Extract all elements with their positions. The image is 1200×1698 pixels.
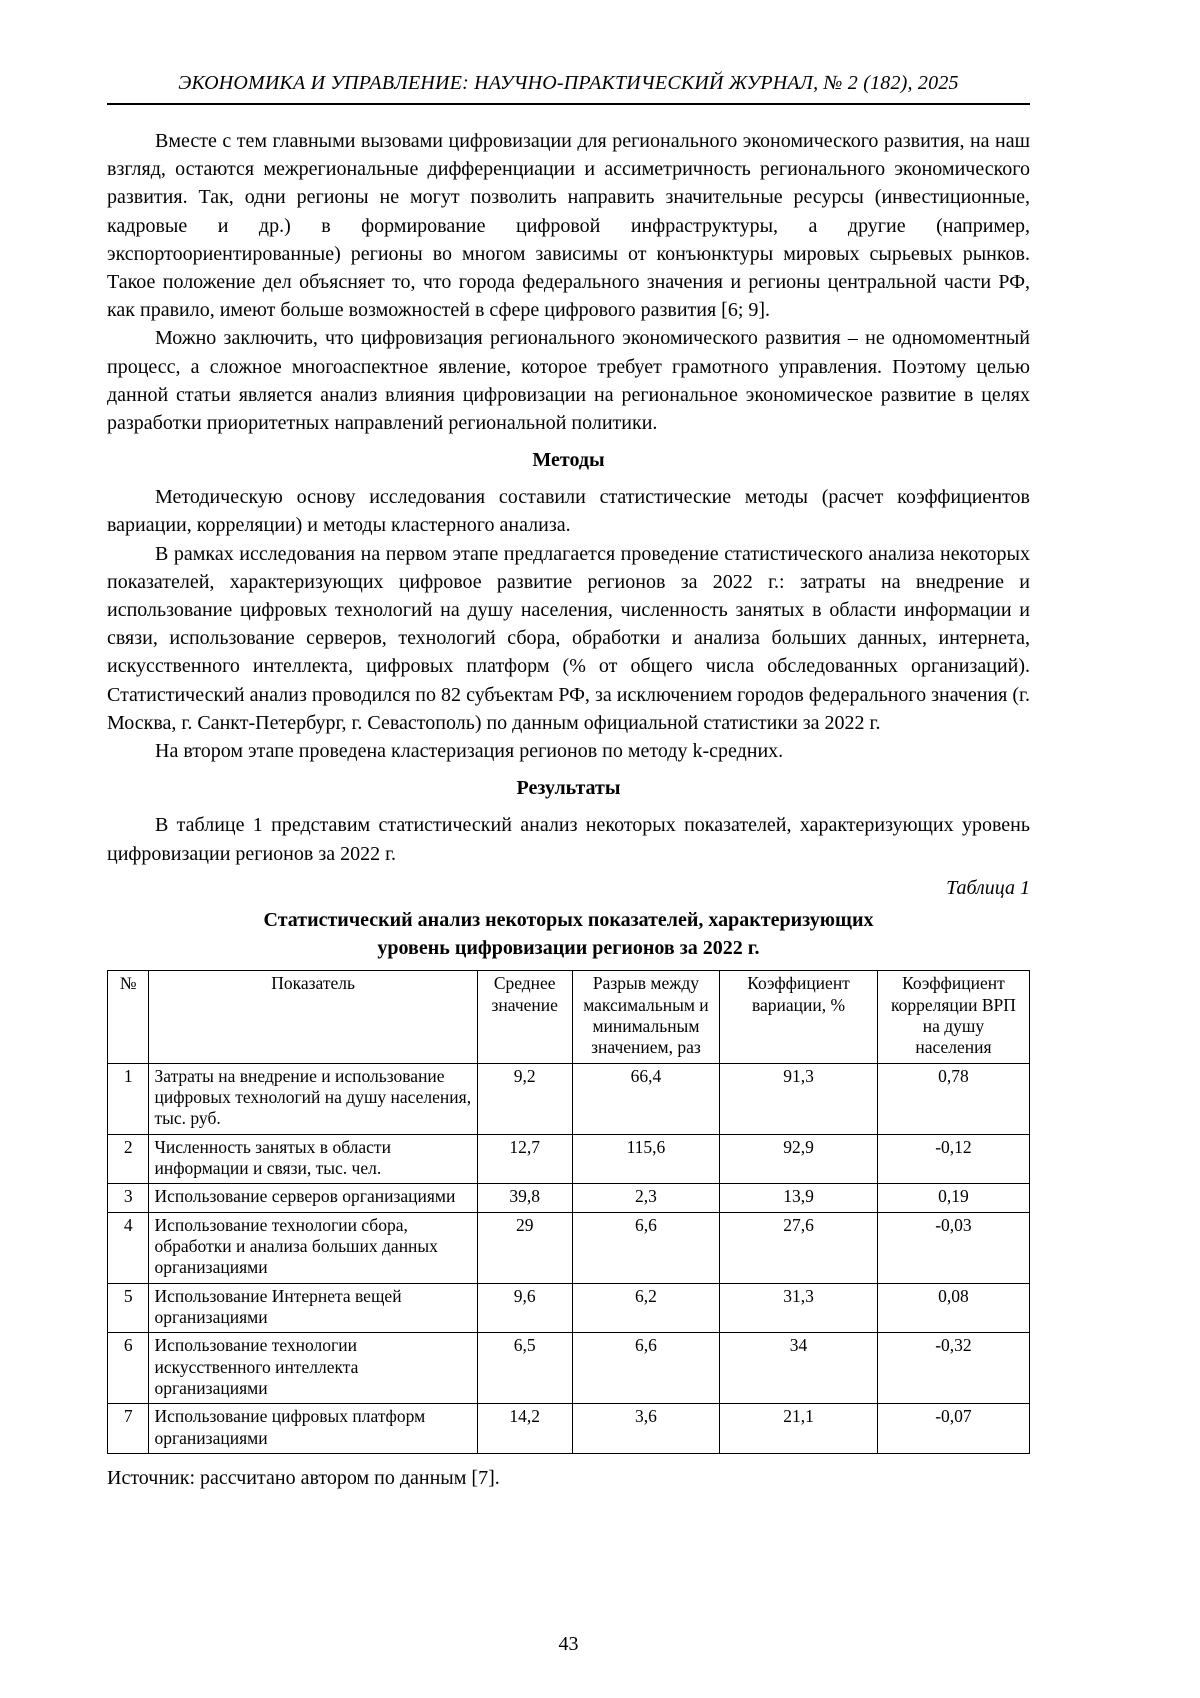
- row-num: 1: [108, 1063, 149, 1134]
- column-header-correlation: Коэффициент корреляции ВРП на душу населения: [877, 971, 1029, 1063]
- row-gap: 3,6: [572, 1404, 720, 1454]
- row-variation: 21,1: [720, 1404, 878, 1454]
- table-row: [108, 1283, 1030, 1333]
- row-indicator: Использование серверов организациями: [149, 1184, 477, 1212]
- table-title: [107, 906, 1030, 962]
- row-avg: 39,8: [477, 1184, 572, 1212]
- table-row: [108, 1333, 1030, 1404]
- row-indicator: Использование цифровых платформ организациями: [149, 1404, 477, 1454]
- table-title-line2: уровень цифровизации регионов за 2022 г.: [377, 937, 760, 960]
- paragraph-intro-2: Можно заключить, что цифровизация регионального экономического развития – не одномоментный процесс, а сложное многоаспектное явление, которое требует грамотного управления. Поэтому целью данной статьи является анализ влияния цифровизации на региональное экономическое развитие в целях разработки приоритетных направлений региональной политики.: [107, 327, 1030, 434]
- row-gap: 6,6: [572, 1212, 720, 1283]
- row-gap: 6,2: [572, 1283, 720, 1333]
- row-avg: 29: [477, 1212, 572, 1283]
- paragraph-methods-2: В рамках исследования на первом этапе предлагается проведение статистического анализа некоторых показателей, характеризующих цифровое развитие регионов за 2022 г.: затраты на внедрение и использование цифровых технологий на душу населения, численность занятых в области информации и связи, использование серверов, технологий сбора, обработки и анализа больших данных, интернета, искусственного интеллекта, цифровых платформ (% от общего числа обследованных организаций). Статистический анализ проводился по 82 субъектам РФ, за исключением городов федерального значения (г. Москва, г. Санкт-Петербург, г. Севастополь) по данным официальной статистики за 2022 г.: [107, 542, 1030, 734]
- row-correlation: -0,12: [877, 1134, 1029, 1184]
- row-variation: 13,9: [720, 1184, 878, 1212]
- row-avg: 12,7: [477, 1134, 572, 1184]
- row-variation: 92,9: [720, 1134, 878, 1184]
- paragraph-intro-1: Вместе с тем главными вызовами цифровизации для регионального экономического развития, на наш взгляд, остаются межрегиональные дифференциации и ассиметричность регионального экономического развития. Так, одни регионы не могут позволить направить значительные ресурсы (инвестиционные, кадровые и др.) в формирование цифровой инфраструктуры, а другие (например, экспортоориентированные) регионы во многом зависимы от конъюнктуры мировых сырьевых рынков. Такое положение дел объясняет то, что города федерального значения и регионы центральной части РФ, как правило, имеют больше возможностей в сфере цифрового развития [6; 9].: [107, 130, 1030, 322]
- row-num: 6: [108, 1333, 149, 1404]
- column-header-avg: Среднее значение: [477, 971, 572, 1063]
- row-variation: 27,6: [720, 1212, 878, 1283]
- row-num: 7: [108, 1404, 149, 1454]
- row-gap: 66,4: [572, 1063, 720, 1134]
- row-gap: 2,3: [572, 1184, 720, 1212]
- row-correlation: -0,03: [877, 1212, 1029, 1283]
- paragraph-methods-1: Методическую основу исследования составили статистические методы (расчет коэффициентов вариации, корреляции) и методы кластерного анализа.: [107, 486, 1030, 537]
- section-heading-methods: Методы: [532, 449, 605, 472]
- row-gap: 6,6: [572, 1333, 720, 1404]
- table-header: [108, 971, 1030, 1063]
- row-indicator: Использование Интернета вещей организациями: [149, 1283, 477, 1333]
- table-row: [108, 1134, 1030, 1184]
- row-avg: 9,6: [477, 1283, 572, 1333]
- row-avg: 9,2: [477, 1063, 572, 1134]
- page-number: 43: [558, 1633, 579, 1655]
- row-variation: 34: [720, 1333, 878, 1404]
- paragraph-methods-3: На втором этапе проведена кластеризация регионов по методу k-средних.: [155, 739, 784, 762]
- row-indicator: Использование технологии сбора, обработки и анализа больших данных организациями: [149, 1212, 477, 1283]
- journal-header: ЭКОНОМИКА И УПРАВЛЕНИЕ: НАУЧНО-ПРАКТИЧЕСКИЙ ЖУРНАЛ, № 2 (182), 2025: [107, 72, 1030, 105]
- row-variation: 91,3: [720, 1063, 878, 1134]
- statistics-table: [107, 970, 1030, 1454]
- row-correlation: 0,19: [877, 1184, 1029, 1212]
- row-indicator: Затраты на внедрение и использование цифровых технологий на душу населения, тыс. руб.: [149, 1063, 477, 1134]
- row-correlation: -0,32: [877, 1333, 1029, 1404]
- section-heading-results: Результаты: [516, 777, 621, 800]
- table-caption: Таблица 1: [946, 876, 1030, 899]
- table-title-line1: Статистический анализ некоторых показателей, характеризующих: [263, 908, 874, 931]
- table-row: [108, 1184, 1030, 1212]
- row-gap: 115,6: [572, 1134, 720, 1184]
- row-num: 5: [108, 1283, 149, 1333]
- column-header-indicator: Показатель: [149, 971, 477, 1063]
- row-avg: 6,5: [477, 1333, 572, 1404]
- column-header-num: №: [108, 971, 149, 1063]
- table-row: [108, 1212, 1030, 1283]
- table-header-row: [108, 971, 1030, 1063]
- row-avg: 14,2: [477, 1404, 572, 1454]
- row-variation: 31,3: [720, 1283, 878, 1333]
- source-note: Источник: рассчитано автором по данным [7].: [107, 1467, 500, 1490]
- row-indicator: Использование технологии искусственного интеллекта организациями: [149, 1333, 477, 1404]
- row-correlation: -0,07: [877, 1404, 1029, 1454]
- row-indicator: Численность занятых в области информации и связи, тыс. чел.: [149, 1134, 477, 1184]
- row-num: 3: [108, 1184, 149, 1212]
- article-content: [107, 127, 1030, 1492]
- table-row: [108, 1063, 1030, 1134]
- table-body: [108, 1063, 1030, 1454]
- table-row: [108, 1404, 1030, 1454]
- paragraph-results-1: В таблице 1 представим статистический анализ некоторых показателей, характеризующих уровень цифровизации регионов за 2022 г.: [107, 814, 1030, 865]
- row-num: 2: [108, 1134, 149, 1184]
- row-num: 4: [108, 1212, 149, 1283]
- row-correlation: 0,78: [877, 1063, 1029, 1134]
- column-header-gap: Разрыв между максимальным и минимальным значением, раз: [572, 971, 720, 1063]
- column-header-variation: Коэффициент вариации, %: [720, 971, 878, 1063]
- row-correlation: 0,08: [877, 1283, 1029, 1333]
